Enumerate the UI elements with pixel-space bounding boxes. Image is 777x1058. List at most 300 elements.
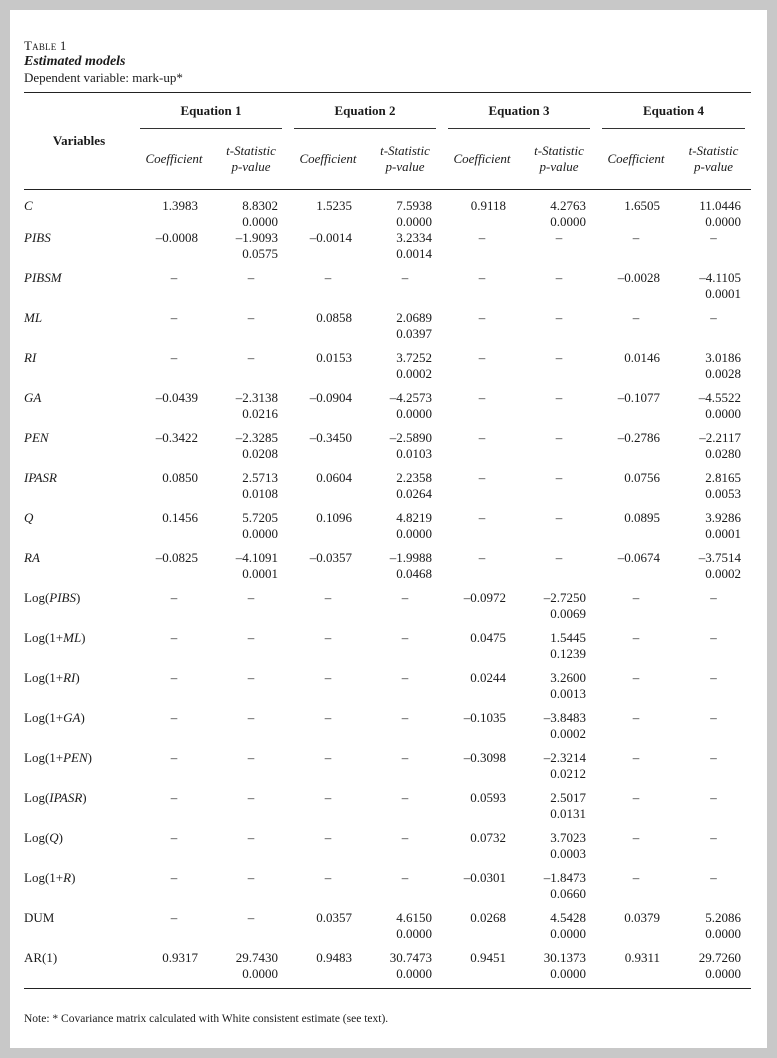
pvalue-value: 0.0003 bbox=[550, 846, 586, 861]
empty-cell: – bbox=[555, 270, 563, 285]
coefficient-value: 0.9451 bbox=[442, 950, 522, 989]
variable-name: Log(1+RI) bbox=[24, 670, 80, 685]
variable-name: PIBS bbox=[24, 230, 51, 245]
tstat-label: t-Statistic bbox=[534, 143, 584, 158]
table-row bbox=[24, 790, 751, 830]
pvalue-value: 0.0660 bbox=[550, 886, 586, 901]
tstat-value: 5.2086 bbox=[705, 910, 741, 925]
tstat-pvalue-value bbox=[214, 950, 288, 989]
table-number-text bbox=[24, 38, 67, 53]
empty-cell: – bbox=[632, 310, 640, 325]
variable-name: Log(1+R) bbox=[24, 870, 76, 885]
document-page bbox=[10, 10, 767, 1048]
equation-2-header: Equation 2 bbox=[288, 93, 442, 130]
coefficient-value: 1.3983 bbox=[162, 198, 198, 213]
coefficient-value: –0.2786 bbox=[617, 430, 660, 445]
tstat-value: 1.5445 bbox=[550, 630, 586, 645]
empty-cell: – bbox=[324, 630, 332, 645]
pvalue-value: 0.0216 bbox=[242, 406, 278, 421]
empty-cell: – bbox=[632, 230, 640, 245]
pvalue-value: 0.0000 bbox=[396, 406, 432, 421]
table-row bbox=[24, 390, 751, 430]
empty-cell: – bbox=[478, 510, 486, 525]
empty-cell: – bbox=[170, 750, 178, 765]
coefficient-value: –0.0028 bbox=[617, 270, 660, 285]
tstat-value: –3.7514 bbox=[698, 550, 741, 565]
tstat-value: 3.2600 bbox=[550, 670, 586, 685]
equation-3-header: Equation 3 bbox=[442, 93, 596, 130]
empty-cell: – bbox=[401, 630, 409, 645]
tstat-pvalue-value bbox=[214, 390, 288, 430]
empty-cell: – bbox=[555, 390, 563, 405]
tstat-value: 2.5017 bbox=[550, 790, 586, 805]
tstat-value: 4.2763 bbox=[550, 198, 586, 213]
table-row bbox=[24, 750, 751, 790]
coefficient-value: –0.0301 bbox=[463, 870, 506, 885]
pvalue-label: p-value bbox=[694, 159, 733, 174]
empty-cell: – bbox=[478, 230, 486, 245]
coefficient-value: –0.1035 bbox=[463, 710, 506, 725]
empty-cell: – bbox=[170, 270, 178, 285]
tstat-pvalue-header bbox=[214, 129, 288, 190]
empty-cell: – bbox=[401, 270, 409, 285]
tstat-value: –4.1105 bbox=[699, 270, 741, 285]
tstat-value: –2.2117 bbox=[699, 430, 741, 445]
variable-name: Log(IPASR) bbox=[24, 790, 87, 805]
tstat-value: –2.3214 bbox=[543, 750, 586, 765]
coefficient-value: –0.3098 bbox=[463, 750, 506, 765]
tstat-label: t-Statistic bbox=[380, 143, 430, 158]
equation-1-header: Equation 1 bbox=[134, 93, 288, 130]
tstat-value: 3.2334 bbox=[396, 230, 432, 245]
tstat-pvalue-value bbox=[522, 670, 596, 710]
empty-cell: – bbox=[710, 310, 717, 325]
table-row bbox=[24, 230, 751, 270]
pvalue-value: 0.0000 bbox=[396, 966, 432, 981]
tstat-pvalue-value bbox=[368, 950, 442, 989]
coefficient-value: 0.0379 bbox=[624, 910, 660, 925]
tstat-pvalue-value bbox=[368, 230, 442, 270]
variable-name: Log(1+ML) bbox=[24, 630, 86, 645]
tstat-pvalue-value bbox=[214, 430, 288, 470]
empty-cell: – bbox=[632, 870, 640, 885]
pvalue-value: 0.0053 bbox=[705, 486, 741, 501]
tstat-pvalue-value bbox=[214, 550, 288, 590]
empty-cell: – bbox=[632, 830, 640, 845]
pvalue-value: 0.0468 bbox=[396, 566, 432, 581]
tstat-pvalue-value bbox=[676, 350, 751, 390]
tstat-pvalue-value bbox=[522, 710, 596, 750]
coefficient-value: 0.9118 bbox=[470, 198, 506, 213]
empty-cell: – bbox=[401, 830, 409, 845]
pvalue-value: 0.0000 bbox=[242, 214, 278, 229]
empty-cell: – bbox=[247, 830, 255, 845]
pvalue-value: 0.0014 bbox=[396, 246, 432, 261]
tstat-value: 3.7023 bbox=[550, 830, 586, 845]
tstat-pvalue-value bbox=[522, 910, 596, 950]
variable-name: Log(PIBS) bbox=[24, 590, 81, 605]
coefficient-header: Coefficient bbox=[134, 129, 214, 190]
variable-name: Log(1+PEN) bbox=[24, 750, 93, 765]
pvalue-value: 0.0000 bbox=[705, 214, 741, 229]
coefficient-header: Coefficient bbox=[288, 129, 368, 190]
coefficient-value: 0.0756 bbox=[624, 470, 660, 485]
pvalue-label: p-value bbox=[231, 159, 271, 174]
variable-name: RA bbox=[24, 550, 40, 565]
coefficient-value: 1.6505 bbox=[624, 198, 660, 213]
pvalue-value: 0.0001 bbox=[242, 566, 278, 581]
tstat-value: 3.9286 bbox=[705, 510, 741, 525]
tstat-pvalue-value bbox=[522, 830, 596, 870]
tstat-pvalue-value bbox=[214, 470, 288, 510]
table-row bbox=[24, 510, 751, 550]
coefficient-value: 0.9483 bbox=[288, 950, 368, 989]
empty-cell: – bbox=[478, 430, 486, 445]
pvalue-value: 0.0000 bbox=[550, 966, 586, 981]
coefficient-header: Coefficient bbox=[596, 129, 676, 190]
tstat-value: 2.8165 bbox=[705, 470, 741, 485]
pvalue-value: 0.0000 bbox=[242, 966, 278, 981]
empty-cell: – bbox=[401, 670, 409, 685]
table-note: Note: * Covariance matrix calculated with White consistent estimate (see text). bbox=[24, 1013, 389, 1025]
empty-cell: – bbox=[247, 910, 255, 925]
table-row bbox=[24, 830, 751, 870]
tstat-pvalue-value bbox=[522, 870, 596, 910]
tstat-pvalue-value bbox=[676, 390, 751, 430]
tstat-value: 29.7430 bbox=[235, 950, 278, 965]
coefficient-value: –0.0972 bbox=[463, 590, 506, 605]
estimated-models-table bbox=[24, 92, 751, 989]
coefficient-value: –0.0357 bbox=[309, 550, 352, 565]
table-number bbox=[24, 38, 754, 53]
empty-cell: – bbox=[710, 830, 717, 845]
empty-cell: – bbox=[710, 590, 717, 605]
tstat-pvalue-value bbox=[214, 190, 288, 231]
tstat-value: 4.5428 bbox=[550, 910, 586, 925]
coefficient-value: –0.1077 bbox=[617, 390, 660, 405]
coefficient-value: –0.0825 bbox=[155, 550, 198, 565]
coefficient-value: 0.1096 bbox=[316, 510, 352, 525]
empty-cell: – bbox=[247, 310, 255, 325]
pvalue-value: 0.0028 bbox=[705, 366, 741, 381]
empty-cell: – bbox=[555, 310, 563, 325]
tstat-pvalue-value bbox=[522, 790, 596, 830]
tstat-pvalue-value bbox=[676, 270, 751, 310]
table-number-part: T bbox=[24, 38, 33, 53]
variables-header: Variables bbox=[24, 93, 134, 190]
empty-cell: – bbox=[324, 590, 332, 605]
empty-cell: – bbox=[247, 870, 255, 885]
empty-cell: – bbox=[478, 310, 486, 325]
table-title: Estimated models bbox=[24, 54, 126, 69]
tstat-value: 5.7205 bbox=[242, 510, 278, 525]
empty-cell: – bbox=[170, 710, 178, 725]
pvalue-label: p-value bbox=[539, 159, 579, 174]
empty-cell: – bbox=[247, 590, 255, 605]
variable-name: Log(1+GA) bbox=[24, 710, 85, 725]
pvalue-value: 0.0208 bbox=[242, 446, 278, 461]
empty-cell: – bbox=[632, 670, 640, 685]
tstat-pvalue-value bbox=[368, 310, 442, 350]
empty-cell: – bbox=[170, 310, 178, 325]
tstat-label: t-Statistic bbox=[226, 143, 276, 158]
empty-cell: – bbox=[478, 550, 486, 565]
coefficient-value: 0.0146 bbox=[624, 350, 660, 365]
coefficient-value: –0.3422 bbox=[155, 430, 198, 445]
tstat-value: 4.6150 bbox=[396, 910, 432, 925]
pvalue-value: 0.0575 bbox=[242, 246, 278, 261]
empty-cell: – bbox=[555, 510, 563, 525]
tstat-pvalue-value bbox=[214, 230, 288, 270]
empty-cell: – bbox=[170, 590, 178, 605]
pvalue-value: 0.1239 bbox=[550, 646, 586, 661]
pvalue-value: 0.0000 bbox=[396, 926, 432, 941]
empty-cell: – bbox=[247, 630, 255, 645]
table-row bbox=[24, 310, 751, 350]
tstat-value: –1.9093 bbox=[235, 230, 278, 245]
table-row bbox=[24, 630, 751, 670]
variable-name: RI bbox=[24, 350, 37, 365]
table-number-part: 1 bbox=[56, 38, 67, 53]
table-number-part: able bbox=[32, 38, 57, 53]
pvalue-value: 0.0000 bbox=[550, 214, 586, 229]
coefficient-value: –0.0008 bbox=[155, 230, 198, 245]
table-row bbox=[24, 550, 751, 590]
coefficient-value: 0.0244 bbox=[470, 670, 506, 685]
empty-cell: – bbox=[170, 790, 178, 805]
table-caption bbox=[24, 38, 754, 85]
empty-cell: – bbox=[710, 870, 717, 885]
empty-cell: – bbox=[170, 630, 178, 645]
table-row bbox=[24, 350, 751, 390]
table-row bbox=[24, 910, 751, 950]
empty-cell: – bbox=[710, 750, 717, 765]
tstat-pvalue-value bbox=[676, 950, 751, 989]
empty-cell: – bbox=[247, 670, 255, 685]
pvalue-value: 0.0280 bbox=[705, 446, 741, 461]
empty-cell: – bbox=[247, 710, 255, 725]
empty-cell: – bbox=[555, 230, 563, 245]
empty-cell: – bbox=[324, 670, 332, 685]
tstat-pvalue-header bbox=[676, 129, 751, 190]
empty-cell: – bbox=[478, 390, 486, 405]
pvalue-value: 0.0131 bbox=[550, 806, 586, 821]
tstat-pvalue-value bbox=[676, 550, 751, 590]
tstat-value: 29.7260 bbox=[698, 950, 741, 965]
coefficient-value: 0.0475 bbox=[470, 630, 506, 645]
empty-cell: – bbox=[555, 430, 563, 445]
pvalue-value: 0.0001 bbox=[705, 526, 741, 541]
coefficient-value: 0.0593 bbox=[470, 790, 506, 805]
empty-cell: – bbox=[247, 350, 255, 365]
empty-cell: – bbox=[170, 670, 178, 685]
empty-cell: – bbox=[632, 630, 640, 645]
variable-name: Q bbox=[24, 510, 34, 525]
table-row bbox=[24, 710, 751, 750]
empty-cell: – bbox=[247, 750, 255, 765]
tstat-value: –1.8473 bbox=[543, 870, 586, 885]
tstat-pvalue-header bbox=[368, 129, 442, 190]
empty-cell: – bbox=[170, 910, 178, 925]
empty-cell: – bbox=[324, 830, 332, 845]
pvalue-value: 0.0000 bbox=[705, 966, 741, 981]
empty-cell: – bbox=[632, 590, 640, 605]
pvalue-value: 0.0000 bbox=[396, 214, 432, 229]
tstat-pvalue-value bbox=[522, 630, 596, 670]
pvalue-value: 0.0000 bbox=[242, 526, 278, 541]
tstat-value: 8.8302 bbox=[242, 198, 278, 213]
empty-cell: – bbox=[324, 270, 332, 285]
tstat-pvalue-value bbox=[676, 430, 751, 470]
tstat-pvalue-value bbox=[214, 510, 288, 550]
empty-cell: – bbox=[401, 710, 409, 725]
tstat-value: 7.5938 bbox=[396, 198, 432, 213]
tstat-pvalue-value bbox=[368, 510, 442, 550]
coefficient-value: 0.0357 bbox=[316, 910, 352, 925]
table-row bbox=[24, 190, 751, 231]
tstat-pvalue-value bbox=[522, 950, 596, 989]
coefficient-value: –0.3450 bbox=[309, 430, 352, 445]
pvalue-value: 0.0000 bbox=[396, 526, 432, 541]
pvalue-value: 0.0103 bbox=[396, 446, 432, 461]
pvalue-value: 0.0108 bbox=[242, 486, 278, 501]
tstat-pvalue-value bbox=[676, 510, 751, 550]
coefficient-value: 0.0850 bbox=[162, 470, 198, 485]
coefficient-value: 1.5235 bbox=[316, 198, 352, 213]
variable-name: Log(Q) bbox=[24, 830, 64, 845]
tstat-pvalue-value bbox=[368, 550, 442, 590]
empty-cell: – bbox=[555, 550, 563, 565]
pvalue-value: 0.0002 bbox=[396, 366, 432, 381]
variable-name: ML bbox=[24, 310, 43, 325]
table-row bbox=[24, 270, 751, 310]
empty-cell: – bbox=[401, 870, 409, 885]
empty-cell: – bbox=[324, 750, 332, 765]
table-row bbox=[24, 950, 751, 989]
empty-cell: – bbox=[401, 790, 409, 805]
tstat-value: 2.0689 bbox=[396, 310, 432, 325]
empty-cell: – bbox=[324, 790, 332, 805]
tstat-pvalue-value bbox=[368, 390, 442, 430]
variable-name: C bbox=[24, 198, 33, 213]
coefficient-value: 0.9317 bbox=[134, 950, 214, 989]
empty-cell: – bbox=[170, 830, 178, 845]
coefficient-value: 0.0858 bbox=[316, 310, 352, 325]
variable-name: IPASR bbox=[24, 470, 57, 485]
empty-cell: – bbox=[632, 710, 640, 725]
empty-cell: – bbox=[710, 230, 717, 245]
coefficient-value: 0.1456 bbox=[162, 510, 198, 525]
table-row bbox=[24, 430, 751, 470]
pvalue-value: 0.0001 bbox=[705, 286, 741, 301]
coefficient-value: –0.0904 bbox=[309, 390, 352, 405]
empty-cell: – bbox=[170, 870, 178, 885]
tstat-value: –1.9988 bbox=[389, 550, 432, 565]
pvalue-value: 0.0002 bbox=[705, 566, 741, 581]
table-row bbox=[24, 670, 751, 710]
empty-cell: – bbox=[555, 350, 563, 365]
tstat-value: 3.7252 bbox=[396, 350, 432, 365]
pvalue-label: p-value bbox=[385, 159, 425, 174]
empty-cell: – bbox=[478, 350, 486, 365]
tstat-value: 30.1373 bbox=[543, 950, 586, 965]
tstat-value: –4.5522 bbox=[698, 390, 741, 405]
coefficient-value: 0.0153 bbox=[316, 350, 352, 365]
tstat-value: –2.3285 bbox=[235, 430, 278, 445]
empty-cell: – bbox=[170, 350, 178, 365]
coefficient-value: –0.0674 bbox=[617, 550, 660, 565]
variable-name: DUM bbox=[24, 910, 55, 925]
empty-cell: – bbox=[710, 630, 717, 645]
pvalue-value: 0.0000 bbox=[705, 926, 741, 941]
variable-name: PEN bbox=[24, 430, 49, 445]
tstat-pvalue-value bbox=[522, 750, 596, 790]
empty-cell: – bbox=[401, 590, 409, 605]
tstat-value: 2.5713 bbox=[242, 470, 278, 485]
empty-cell: – bbox=[401, 750, 409, 765]
pvalue-value: 0.0397 bbox=[396, 326, 432, 341]
tstat-pvalue-value bbox=[368, 470, 442, 510]
empty-cell: – bbox=[324, 870, 332, 885]
tstat-value: 11.0446 bbox=[699, 198, 741, 213]
coefficient-header: Coefficient bbox=[442, 129, 522, 190]
empty-cell: – bbox=[710, 710, 717, 725]
coefficient-value: 0.0732 bbox=[470, 830, 506, 845]
empty-cell: – bbox=[247, 790, 255, 805]
tstat-pvalue-value bbox=[676, 190, 751, 231]
dependent-variable-label: Dependent variable: mark-up* bbox=[24, 70, 183, 85]
tstat-value: 4.8219 bbox=[396, 510, 432, 525]
tstat-pvalue-value bbox=[522, 190, 596, 231]
variable-name: AR(1) bbox=[24, 950, 134, 989]
pvalue-value: 0.0069 bbox=[550, 606, 586, 621]
pvalue-value: 0.0013 bbox=[550, 686, 586, 701]
coefficient-value: 0.0268 bbox=[470, 910, 506, 925]
pvalue-value: 0.0264 bbox=[396, 486, 432, 501]
tstat-value: –4.2573 bbox=[389, 390, 432, 405]
tstat-pvalue-value bbox=[522, 590, 596, 630]
tstat-value: –4.1091 bbox=[235, 550, 278, 565]
tstat-value: –2.7250 bbox=[543, 590, 586, 605]
empty-cell: – bbox=[632, 750, 640, 765]
empty-cell: – bbox=[710, 670, 717, 685]
tstat-pvalue-value bbox=[368, 910, 442, 950]
coefficient-value: 0.9311 bbox=[596, 950, 676, 989]
tstat-value: 2.2358 bbox=[396, 470, 432, 485]
pvalue-value: 0.0000 bbox=[550, 926, 586, 941]
coefficient-value: 0.0895 bbox=[624, 510, 660, 525]
tstat-pvalue-value bbox=[368, 350, 442, 390]
empty-cell: – bbox=[555, 470, 563, 485]
tstat-value: 3.0186 bbox=[705, 350, 741, 365]
table-row bbox=[24, 470, 751, 510]
coefficient-value: –0.0014 bbox=[309, 230, 352, 245]
tstat-pvalue-value bbox=[676, 470, 751, 510]
tstat-value: –2.5890 bbox=[389, 430, 432, 445]
pvalue-value: 0.0212 bbox=[550, 766, 586, 781]
empty-cell: – bbox=[247, 270, 255, 285]
pvalue-value: 0.0000 bbox=[705, 406, 741, 421]
tstat-value: 30.7473 bbox=[389, 950, 432, 965]
tstat-pvalue-value bbox=[368, 430, 442, 470]
pvalue-value: 0.0002 bbox=[550, 726, 586, 741]
tstat-label: t-Statistic bbox=[688, 143, 739, 158]
empty-cell: – bbox=[478, 270, 486, 285]
tstat-pvalue-value bbox=[676, 910, 751, 950]
table-row bbox=[24, 590, 751, 630]
tstat-pvalue-value bbox=[368, 190, 442, 231]
empty-cell: – bbox=[710, 790, 717, 805]
